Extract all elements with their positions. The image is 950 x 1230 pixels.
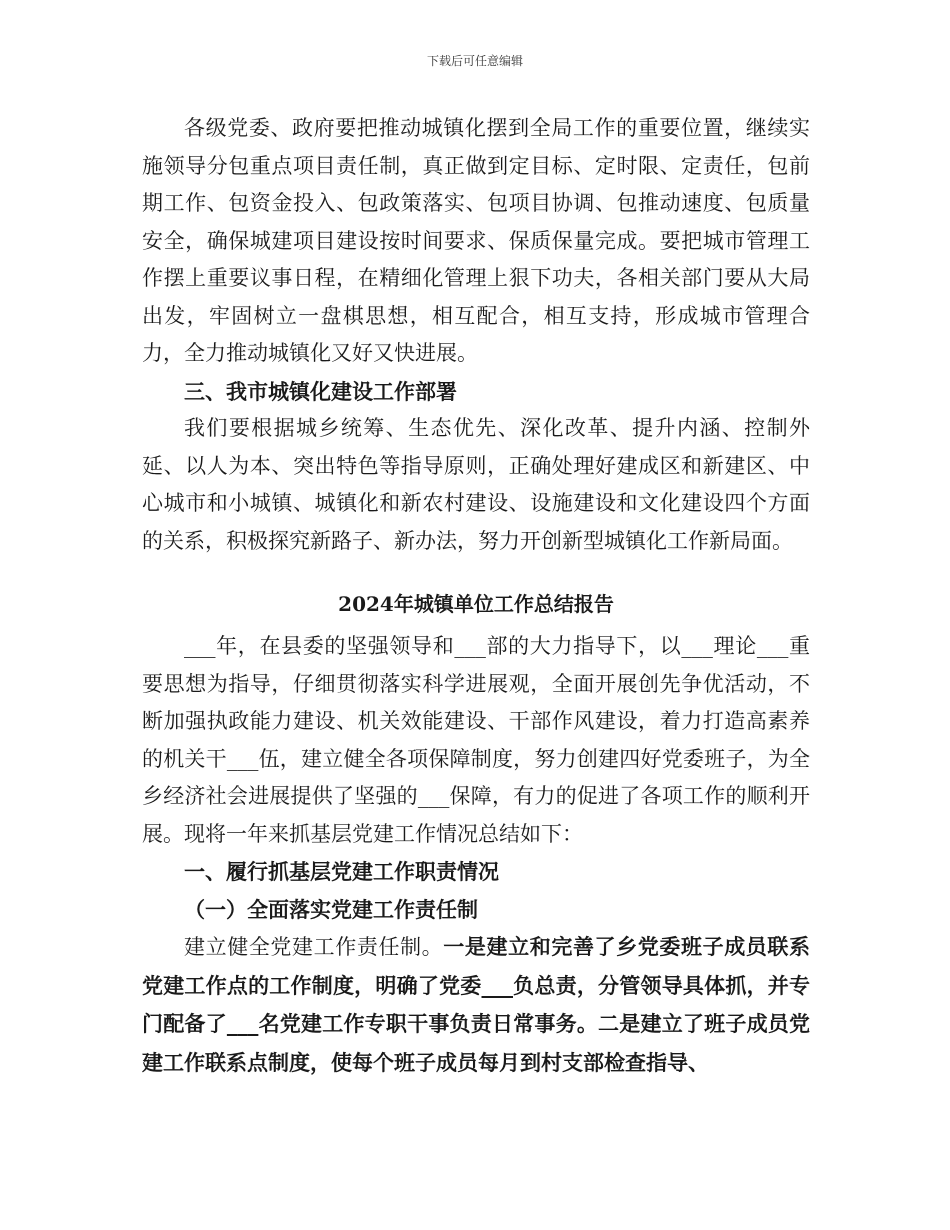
paragraph-4 <box>142 928 810 1082</box>
paragraph-1: 各级党委、政府要把推动城镇化摆到全局工作的重要位置，继续实施领导分包重点项目责任制，真正做到定目标、定时限、定责任，包前期工作、包资金投入、包政策落实、包项目协调、包推动速度、包质量安全，确保城建项目建设按时间要求、保质保量完成。要把城市管理工作摆上重要议事日程，在精细化管理上狠下功夫，各相关部门要从大局出发，牢固树立一盘棋思想，相互配合，相互支持，形成城市管理合力，全力推动城镇化又好又快进展。 <box>142 116 810 365</box>
paragraph-4-lead: 建立健全党建工作责任制。 <box>184 935 444 959</box>
document-body <box>142 110 810 1082</box>
page-header: 下载后可任意编辑 <box>426 54 523 68</box>
section-heading-1: 一、履行抓基层党建工作职责情况 <box>184 859 499 884</box>
document-title: 2024年城镇单位工作总结报告 <box>338 592 614 616</box>
subsection-heading-1: （一）全面落实党建工作责任制 <box>184 896 478 922</box>
paragraph-2: 我们要根据城乡统筹、生态优先、深化改革、提升内涵、控制外延、以人为本、突出特色等指导原则，正确处理好建成区和新建区、中心城市和小城镇、城镇化和新农村建设、设施建设和文化建设四个方面的关系，积极探究新路子、新办法，努力开创新型城镇化工作新局面。 <box>142 416 810 553</box>
section-heading-3: 三、我市城镇化建设工作部署 <box>184 378 457 404</box>
paragraph-3: ___年，在县委的坚强领导和___部的大力指导下，以___理论___重要思想为指导，仔细贯彻落实科学进展观，全面开展创先争优活动，不断加强执政能力建设、机关效能建设、干部作风建设，着力打造高素养的机关干___伍，建立健全各项保障制度，努力创建四好党委班子，为全乡经济社会进展提供了坚强的___保障，有力的促进了各项工作的顺利开展。现将一年来抓基层党建工作情况总结如下： <box>142 634 810 846</box>
paragraph-4-bold: 一是建立和完善了乡党委班子成员联系党建工作点的工作制度，明确了党委___负总责，分管领导具体抓，并专门配备了___名党建工作专职干事负责日常事务。二是建立了班子成员党建工作联系点制度，使每个班子成员每月到村支部检查指导、 <box>142 934 811 1075</box>
